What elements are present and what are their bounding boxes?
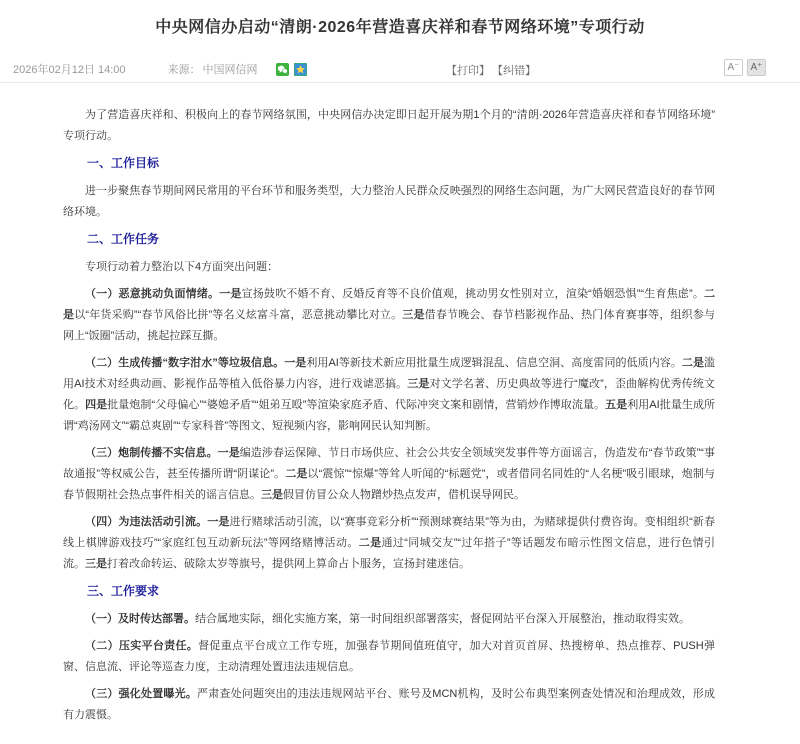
body-paragraph: （三）强化处置曝光。严肃查处问题突出的违法违规网站平台、账号及MCN机构，及时公布典型案例查处情况和治理成效，形成有力震慑。 <box>63 688 715 721</box>
body-paragraph: （一）及时传达部署。结合属地实际，细化实施方案，第一时间组织部署落实，督促网站平台深入开展整治，推动取得实效。 <box>85 613 690 625</box>
section-heading: 二、工作任务 <box>87 232 160 246</box>
body-paragraph: 专项行动着力整治以下4方面突出问题： <box>85 261 279 273</box>
font-smaller-button[interactable]: A⁻ <box>724 59 743 76</box>
print-button[interactable]: 【打印】 <box>446 65 490 77</box>
font-larger-button[interactable]: A⁺ <box>747 59 766 76</box>
qzone-share-icon[interactable] <box>294 63 307 76</box>
meta-tools <box>446 62 536 78</box>
publish-date: 2026年02月12日 14:00 <box>13 64 126 76</box>
body-paragraph: 为了营造喜庆祥和、积极向上的春节网络氛围，中央网信办决定即日起开展为期1个月的“清朗·2026年营造喜庆祥和春节网络环境”专项行动。 <box>63 109 715 142</box>
section-heading: 三、工作要求 <box>87 584 160 598</box>
body-paragraph: （二）生成传播“数字泔水”等垃圾信息。一是利用AI等新技术新应用批量生成逻辑混乱、信息空洞、高度雷同的低质内容。二是滥用AI技术对经典动画、影视作品等植入低俗暴力内容，进行戏谑恶搞。三是对文学名著、历史典故等进行“魔改”，歪曲解构优秀传统文化。四是批量炮制“父母偏心”“婆媳矛盾”“姐弟互殴”等渲染家庭矛盾、代际冲突文案和剧情，营销炒作博取流量。五是利用AI批量生成所谓“鸡汤网文”“霸总爽剧”“专家科普”等图文、短视频内容，影响网民认知判断。 <box>63 357 716 432</box>
source-name: 中国网信网 <box>202 64 258 76</box>
body-paragraph: （四）为违法活动引流。一是进行赌球活动引流，以“赛事竞彩分析”“预测球赛结果”等为由，为赌球提供付费咨询。变相组织“新春线上棋牌游戏技巧”“家庭红包互动新玩法”等网络赌博活动。二是通过“同城交友”“过年搭子”等话题发布暗示性图文信息，进行色情引流。三是打着改命转运、破除太岁等旗号，提供网上算命占卜服务，宣扬封建迷信。 <box>63 516 716 570</box>
body-paragraph: （一）恶意挑动负面情绪。一是宣扬鼓吹不婚不育、反婚反育等不良价值观，挑动男女性别对立，渲染“婚姻恐惧”“生育焦虑”。二是以“年货采购”“春节风俗比拼”等名义炫富斗富，恶意挑动攀比对立。三是借春节晚会、春节档影视作品、热门体育赛事等，组织参与网上“饭圈”活动，挑起拉踩互撕。 <box>63 288 716 342</box>
error-report-button[interactable]: 【纠错】 <box>492 65 536 77</box>
article-body <box>0 83 800 726</box>
share-icons <box>276 63 307 76</box>
source-label: 来源： <box>167 64 201 76</box>
font-size-controls <box>724 59 766 76</box>
section-heading: 一、工作目标 <box>87 156 160 170</box>
body-paragraph: 进一步聚焦春节期间网民常用的平台环节和服务类型，大力整治人民群众反映强烈的网络生态问题，为广大网民营造良好的春节网络环境。 <box>63 185 715 218</box>
meta-bar <box>0 61 800 83</box>
body-paragraph: （二）压实平台责任。督促重点平台成立工作专班，加强春节期间值班值守，加大对首页首屏、热搜榜单、热点推荐、PUSH弹窗、信息流、评论等巡查力度，主动清理处置违法违规信息。 <box>63 640 716 673</box>
page-title: 中央网信办启动“清朗·2026年营造喜庆祥和春节网络环境”专项行动 <box>155 19 645 36</box>
meta-left <box>13 61 307 77</box>
wechat-share-icon[interactable] <box>276 63 289 76</box>
body-paragraph: （三）炮制传播不实信息。一是编造涉春运保障、节日市场供应、社会公共安全领域突发事件等方面谣言，伪造发布“春节政策”“事故通报”等权威公告，甚至传播所谓“阴谋论”。二是以“震惊”“惊爆”等耸人听闻的“标题党”，或者借同名同姓的“人名梗”吸引眼球，炮制与春节假期社会热点事件相关的谣言信息。三是假冒仿冒公众人物蹭炒热点发声，借机误导网民。 <box>63 447 715 501</box>
